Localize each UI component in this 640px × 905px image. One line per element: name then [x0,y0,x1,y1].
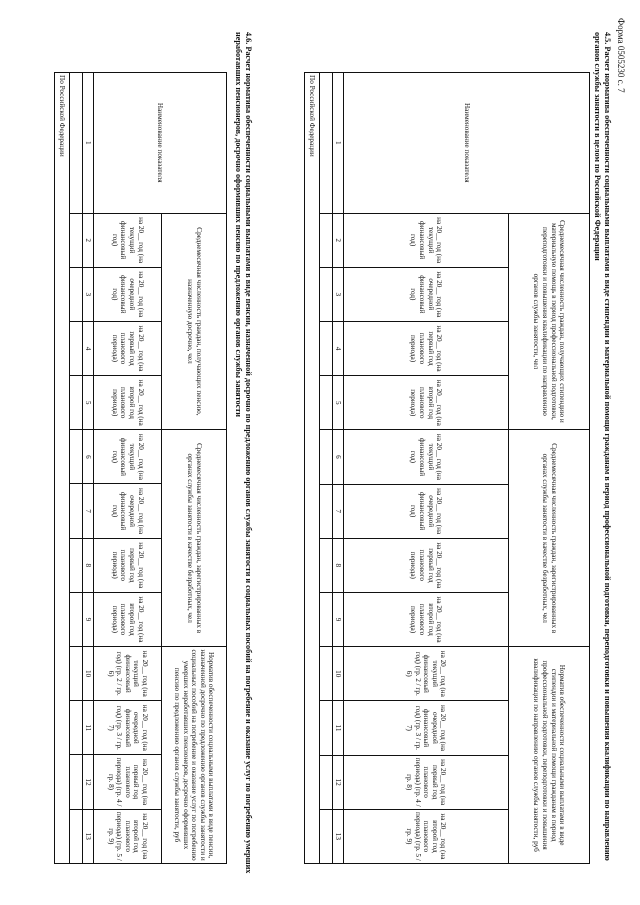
year-header: на 20__ год (на второй год планового периода) [344,376,509,430]
section-4-5-title: 4.5. Расчет норматива обеспеченности социальными выплатами в виде стипендии и материальной помощи гражданам в период профессиональной подготовки, переподготовки и повышения квалификации по направлению органов службы занятости в целом по Российской Федерации [593,32,612,861]
year-header: на 20__ год (на текущий финансовый год) [344,213,509,267]
table-4-5 [304,72,590,864]
column-number: 12 [83,755,94,809]
column-number: 8 [83,538,94,592]
total-row-label: По Российской Федерации [305,73,320,864]
column-number: 11 [333,701,344,755]
year-header: на 20__ год (на первый год планового периода) [94,538,162,592]
group-a-header: Среднемесячная численность граждан, получающих пенсию, назначенную досрочно, чел [162,213,227,430]
column-number: 6 [83,430,94,484]
column-number: 7 [333,484,344,538]
group-c-header: Норматив обеспеченности социальными выплатами в виде пенсии, назначенной досрочно по предложению органов службы занятости и социальных пособий на погребение и оказание услуг по погребению умерших неработавших пенсионеров, досрочно оформивших пенсию по предложению органов службы занятости, руб [162,647,227,864]
group-b-header: Среднемесячная численность граждан, зарегистрированных в органах службы занятости в качестве безработных, чел [509,430,590,647]
year-header: на 20__ год (на текущий финансовый год) (гр. 2 / гр. 6) [344,647,509,701]
year-header: на 20__ год (на второй год планового периода) [94,376,162,430]
year-header: на 20__ год (на очередной финансовый год) [94,484,162,538]
year-header: на 20__ год (на первый год планового периода) (гр. 4 / гр. 8) [344,755,509,809]
section-4-6-title: 4.6. Расчет норматива обеспеченности социальными выплатами в виде пенсии, назначенной досрочно по предложению органов службы занятости и социальных пособий на погребение и оказание услуг по погребению умерших неработавших пенсионеров, досрочно оформивших пенсию по предложению органов службы занятости [234,32,253,874]
column-number: 4 [333,321,344,375]
column-number: 10 [333,647,344,701]
group-b-header: Среднемесячная численность граждан, зарегистрированных в органах службы занятости в качестве безработных, чел [162,430,227,647]
column-number: 3 [333,267,344,321]
col-indicator-header: Наименование показателя [344,73,590,214]
column-number: 8 [333,538,344,592]
form-number: Форма 0505230 с. 7 [616,18,626,93]
year-header: на 20__ год (на очередной финансовый год) [344,267,509,321]
year-header: на 20__ год (на очередной финансовый год) (гр. 3 / гр. 7) [344,701,509,755]
column-number: 6 [333,430,344,484]
column-number: 9 [83,592,94,646]
column-number: 5 [333,376,344,430]
year-header: на 20__ год (на первый год планового периода) [94,321,162,375]
column-number: 1 [83,73,94,214]
column-number: 3 [83,267,94,321]
column-number: 10 [83,647,94,701]
column-number: 12 [333,755,344,809]
year-header: на 20__ год (на первый год планового периода) (гр. 4 / гр. 8) [94,755,162,809]
column-number: 5 [83,376,94,430]
year-header: на 20__ год (на первый год планового периода) [344,538,509,592]
year-header: на 20__ год (на текущий финансовый год) [344,430,509,484]
year-header: на 20__ год (на текущий финансовый год) (гр. 2 / гр. 6) [94,647,162,701]
year-header: на 20__ год (на второй год планового периода) [344,592,509,646]
year-header: на 20__ год (на второй год планового периода) (гр. 5 / гр. 9) [94,809,162,863]
group-c-header: Норматив обеспеченности социальными выплатами в виде стипендии и материальной помощи гражданам в период профессиональной подготовки, переподготовки и повышения квалификации по направлению органов службы занятости, руб [509,647,590,864]
year-header: на 20__ год (на очередной финансовый год) (гр. 3 / гр. 7) [94,701,162,755]
column-number: 2 [83,213,94,267]
year-header: на 20__ год (на первый год планового периода) [344,321,509,375]
total-row-label: По Российской Федерации [55,73,70,864]
year-header: на 20__ год (на очередной финансовый год) [94,267,162,321]
year-header: на 20__ год (на текущий финансовый год) [94,213,162,267]
column-number: 1 [333,73,344,214]
column-number: 11 [83,701,94,755]
year-header: на 20__ год (на второй год планового периода) (гр. 5 / гр. 9) [344,809,509,863]
group-a-header: Среднемесячная численность граждан, получающих стипендию и материальную помощь в период профессиональной подготовки, переподготовки и повышения квалификации по направлению органов службы занятости, чел [509,213,590,430]
table-4-6 [54,72,227,864]
column-number: 13 [83,809,94,863]
column-number: 7 [83,484,94,538]
year-header: на 20__ год (на текущий финансовый год) [94,430,162,484]
column-number: 2 [333,213,344,267]
column-number: 4 [83,321,94,375]
column-number: 9 [333,592,344,646]
column-number: 13 [333,809,344,863]
year-header: на 20__ год (на второй год планового периода) [94,592,162,646]
col-indicator-header: Наименование показателя [94,73,227,214]
year-header: на 20__ год (на очередной финансовый год) [344,484,509,538]
